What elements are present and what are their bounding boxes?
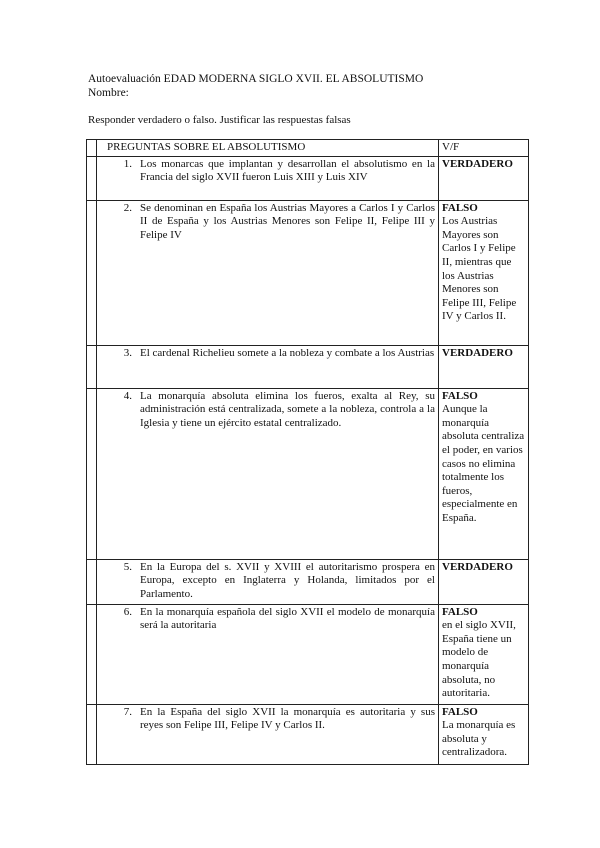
answer-value: FALSO [442, 201, 478, 214]
question-text: En la monarquía española del siglo XVII el modelo de monarquía será la autoritaria [140, 605, 435, 632]
answer-cell [439, 345, 529, 388]
answer-justification: Los Austrias Mayores son Carlos I y Felipe II, mientras que los Austrias Menores son Felipe III, Felipe IV y Carlos II. [442, 215, 517, 323]
answer-cell [439, 704, 529, 764]
question-number: 6. [123, 605, 132, 618]
question-text: Los monarcas que implantan y desarrollan el absolutismo en la Francia del siglo XVII fueron Luis XIII y Luis XIV [140, 157, 435, 184]
question-text: En la Europa del s. XVII y XVIII el autoritarismo prospera en Europa, excepto en Inglaterra y Holanda, limitados por el Parlamento. [140, 560, 435, 600]
instructions: Responder verdadero o falso. Justificar las respuestas falsas [88, 114, 351, 126]
questions-header: PREGUNTAS SOBRE EL ABSOLUTISMO [97, 140, 439, 157]
name-label: Nombre: [88, 87, 129, 99]
question-cell [97, 388, 439, 559]
margin-cell [87, 156, 97, 200]
answer-value: VERDADERO [442, 346, 513, 359]
answer-value: FALSO [442, 705, 478, 718]
margin-cell [87, 345, 97, 388]
question-text: En la España del siglo XVII la monarquía es autoritaria y sus reyes son Felipe III, Felipe IV y Carlos II. [140, 705, 435, 732]
margin-cell [87, 388, 97, 559]
answer-cell [439, 388, 529, 559]
question-text: Se denominan en España los Austrias Mayores a Carlos I y Carlos II de España y los Austrias Menores son Felipe II, Felipe III y Felipe IV [140, 201, 435, 241]
question-cell [97, 704, 439, 764]
answer-justification: en el siglo XVII, España tiene un modelo de monarquía absoluta, no autoritaria. [442, 619, 516, 700]
margin-cell [87, 704, 97, 764]
question-cell [97, 345, 439, 388]
answer-cell [439, 559, 529, 604]
question-number: 5. [123, 560, 132, 573]
answer-value: FALSO [442, 389, 478, 402]
questions-table [86, 139, 529, 765]
table-row [87, 704, 529, 764]
question-number: 1. [123, 157, 132, 170]
question-number: 3. [123, 346, 132, 359]
margin-cell [87, 559, 97, 604]
question-cell [97, 604, 439, 704]
question-number: 7. [123, 705, 132, 718]
vf-header: V/F [439, 140, 529, 157]
table-row [87, 388, 529, 559]
answer-justification: La monarquía es absoluta y centralizadora. [442, 719, 516, 759]
document-title: Autoevaluación EDAD MODERNA SIGLO XVII. EL ABSOLUTISMO [88, 73, 424, 85]
question-cell [97, 200, 439, 345]
answer-cell [439, 604, 529, 704]
answer-cell [439, 156, 529, 200]
question-cell [97, 559, 439, 604]
table-row [87, 559, 529, 604]
question-cell [97, 156, 439, 200]
table-row [87, 156, 529, 200]
margin-cell [87, 200, 97, 345]
question-number: 2. [123, 201, 132, 214]
table-header-row [87, 140, 529, 157]
table-row [87, 200, 529, 345]
margin-cell [87, 140, 97, 157]
answer-justification: Aunque la monarquía absoluta centraliza el poder, en varios casos no elimina totalmente los fueros, especialmente en España. [442, 403, 525, 524]
question-text: La monarquía absoluta elimina los fueros, exalta al Rey, su administración está centralizada, somete a la nobleza, controla a la Iglesia y tiene un ejército estatal centralizado. [140, 389, 435, 429]
table-row [87, 604, 529, 704]
answer-value: VERDADERO [442, 560, 513, 573]
table-row [87, 345, 529, 388]
answer-value: FALSO [442, 605, 478, 618]
answer-value: VERDADERO [442, 157, 513, 170]
margin-cell [87, 604, 97, 704]
answer-cell [439, 200, 529, 345]
question-text: El cardenal Richelieu somete a la nobleza y combate a los Austrias [140, 346, 435, 359]
question-number: 4. [123, 389, 132, 402]
